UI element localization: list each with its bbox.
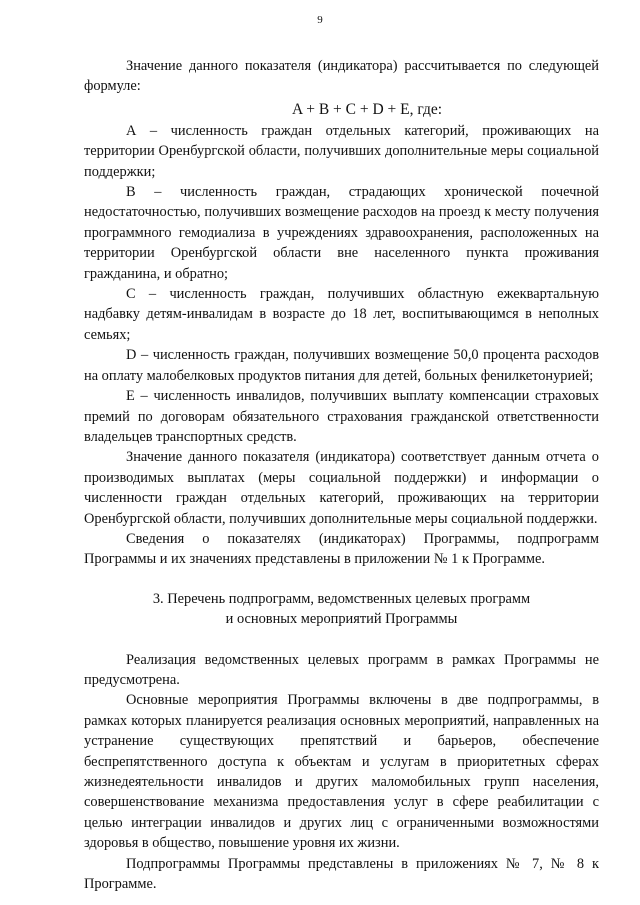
formula-intro-paragraph: Значение данного показателя (индикатора) рассчитывается по следующей формуле: bbox=[84, 58, 599, 95]
section-heading bbox=[84, 589, 599, 630]
definition-b: В – численность граждан, страдающих хронической почечной недостаточностью, получивших возмещение расходов на проезд к месту получения программного гемодиализа в учреждениях здравоохранения, расположенных на территории Оренбургской области вне населенного пункта проживания гражданина, и обратно; bbox=[84, 184, 599, 282]
definition-a: А – численность граждан отдельных категорий, проживающих на территории Оренбургской области, получивших дополнительные меры социальной поддержки; bbox=[84, 122, 599, 180]
definition-c: С – численность граждан, получивших областную ежеквартальную надбавку детям-инвалидам в возрасте до 18 лет, воспитывающимся в неполных семьях; bbox=[84, 286, 599, 343]
formula: A + B + C + D + E, где: bbox=[292, 100, 443, 118]
section-heading-line-1: 3. Перечень подпрограмм, ведомственных целевых программ bbox=[152, 590, 531, 607]
section-paragraph-3: Подпрограммы Программы представлены в приложениях № 7, № 8 к Программе. bbox=[84, 855, 599, 893]
definition-d: D – численность граждан, получивших возмещение 50,0 процента расходов на оплату малобелковых продуктов питания для детей, больных фенилкетонурией; bbox=[84, 347, 599, 384]
indicator-appendix-paragraph: Сведения о показателях (индикаторах) Программы, подпрограмм Программы и их значениях представлены в приложении № 1 к Программе. bbox=[84, 530, 599, 568]
page-number: 9 bbox=[317, 14, 323, 26]
indicator-source-paragraph: Значение данного показателя (индикатора) соответствует данным отчета о производимых выплатах (меры социальной поддержки) и информации о численности граждан отдельных категорий, проживающих на территории Оренбургской области, получивших дополнительные меры социальной поддержки. bbox=[84, 449, 599, 527]
document-body bbox=[84, 56, 599, 894]
section-heading-line-2: и основных мероприятий Программы bbox=[225, 611, 458, 628]
definition-e: Е – численность инвалидов, получивших выплату компенсации страховых премий по договорам обязательного страхования гражданской ответственности владельцев транспортных средств. bbox=[84, 388, 599, 445]
section-paragraph-2: Основные мероприятия Программы включены в две подпрограммы, в рамках которых планируется реализация основных мероприятий, направленных на устранение существующих препятствий и барьеров, обеспечение беспрепятственного доступа к объектам и услугам в приоритетных сферах жизнедеятельности инвалидов и других маломобильных групп населения, совершенствование механизма предоставления услуг в сфере реабилитации с целью интеграции инвалидов и других лиц с ограниченными возможностями здоровья в общество, повышение уровня их жизни. bbox=[84, 692, 599, 852]
section-paragraph-1: Реализация ведомственных целевых программ в рамках Программы не предусмотрена. bbox=[84, 651, 599, 688]
